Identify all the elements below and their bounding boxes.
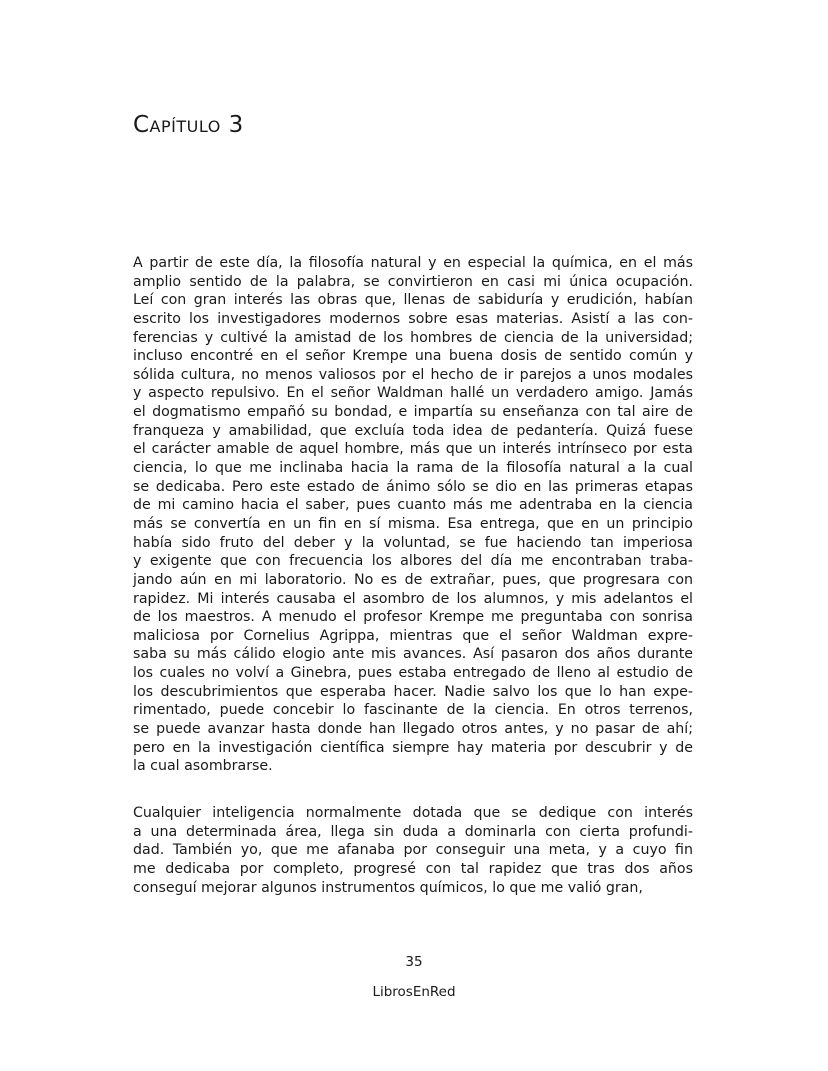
text-line: ciencia, lo que me inclinaba hacia la rama de la filosofía natural a la cual: [133, 460, 693, 477]
text-line: ferencias y cultivé la amistad de los hombres de ciencia de la universidad;: [133, 329, 693, 346]
text-line: el carácter amable de aquel hombre, más que un interés intrínseco por esta: [133, 441, 693, 458]
text-line: A partir de este día, la filosofía natural y en especial la química, en el más: [133, 255, 693, 271]
text-line: incluso encontré en el señor Krempe una buena dosis de sentido común y: [133, 348, 693, 365]
text-line: se puede avanzar hasta donde han llegado otros antes, y no pasar de ahí;: [133, 721, 693, 738]
text-line: me dedicaba por completo, progresé con tal rapidez que tras dos años: [133, 860, 693, 877]
text-line: amplio sentido de la palabra, se convirtieron en casi mi única ocupación.: [133, 273, 693, 290]
text-line: franqueza y amabilidad, que excluía toda idea de pedantería. Quizá fuese: [133, 422, 693, 439]
text-line: Leí con gran interés las obras que, llenas de sabiduría y erudición, habían: [133, 292, 693, 309]
text-line: había sido fruto del deber y la voluntad, se fue haciendo tan imperiosa: [133, 534, 693, 551]
text-line: de los maestros. A menudo el profesor Krempe me preguntaba con sonrisa: [133, 609, 693, 626]
text-line: saba su más cálido elogio ante mis avances. Así pasaron dos años durante: [133, 646, 693, 663]
text-line: escrito los investigadores modernos sobre esas materias. Asistí a las con-: [133, 310, 693, 327]
chapter-title: Capítulo 3: [133, 112, 244, 138]
paragraph: [133, 804, 693, 897]
text-line: más se convertía en un fin en sí misma. Esa entrega, que en un principio: [133, 515, 693, 532]
text-line: rimentado, puede concebir lo fascinante de la ciencia. En otros terrenos,: [133, 702, 693, 719]
text-line: los cuales no volví a Ginebra, pues estaba entregado de lleno al estudio de: [133, 665, 693, 682]
text-line: sólida cultura, no menos valiosos por el hecho de ir parejos a unos modales: [133, 366, 693, 383]
text-line: la cual asombrarse.: [133, 758, 273, 775]
text-line: y exigente que con frecuencia los albores del día me encontraban traba-: [133, 553, 693, 570]
publisher-footer: LibrosEnRed: [372, 984, 456, 1000]
page-number: 35: [405, 954, 423, 970]
text-line: y aspecto repulsivo. En el señor Waldman hallé un verdadero amigo. Jamás: [133, 385, 693, 402]
text-line: a una determinada área, llega sin duda a dominarla con cierta profundi-: [133, 823, 693, 840]
text-line: de mi camino hacia el saber, pues cuanto más me adentraba en la ciencia: [133, 497, 693, 514]
text-line: pero en la investigación científica siempre hay materia por descubrir y de: [133, 739, 693, 756]
paragraph: [133, 254, 693, 776]
text-line: rapidez. Mi interés causaba el asombro de los alumnos, y mis adelantos el: [133, 590, 693, 607]
text-line: conseguí mejorar algunos instrumentos químicos, lo que me valió gran,: [133, 879, 643, 896]
text-line: el dogmatismo empañó su bondad, e impartía su enseñanza con tal aire de: [133, 404, 693, 421]
text-line: maliciosa por Cornelius Agrippa, mientras que el señor Waldman expre-: [133, 627, 693, 644]
text-line: Cualquier inteligencia normalmente dotada que se dedique con interés: [133, 805, 693, 821]
text-line: jando aún en mi laboratorio. No es de extrañar, pues, que progresara con: [133, 571, 693, 588]
text-line: los descubrimientos que esperaba hacer. Nadie salvo los que lo han expe-: [133, 683, 693, 700]
text-line: se dedicaba. Pero este estado de ánimo sólo se dio en las primeras etapas: [133, 478, 693, 495]
text-line: dad. También yo, que me afanaba por conseguir una meta, y a cuyo fin: [133, 842, 693, 859]
